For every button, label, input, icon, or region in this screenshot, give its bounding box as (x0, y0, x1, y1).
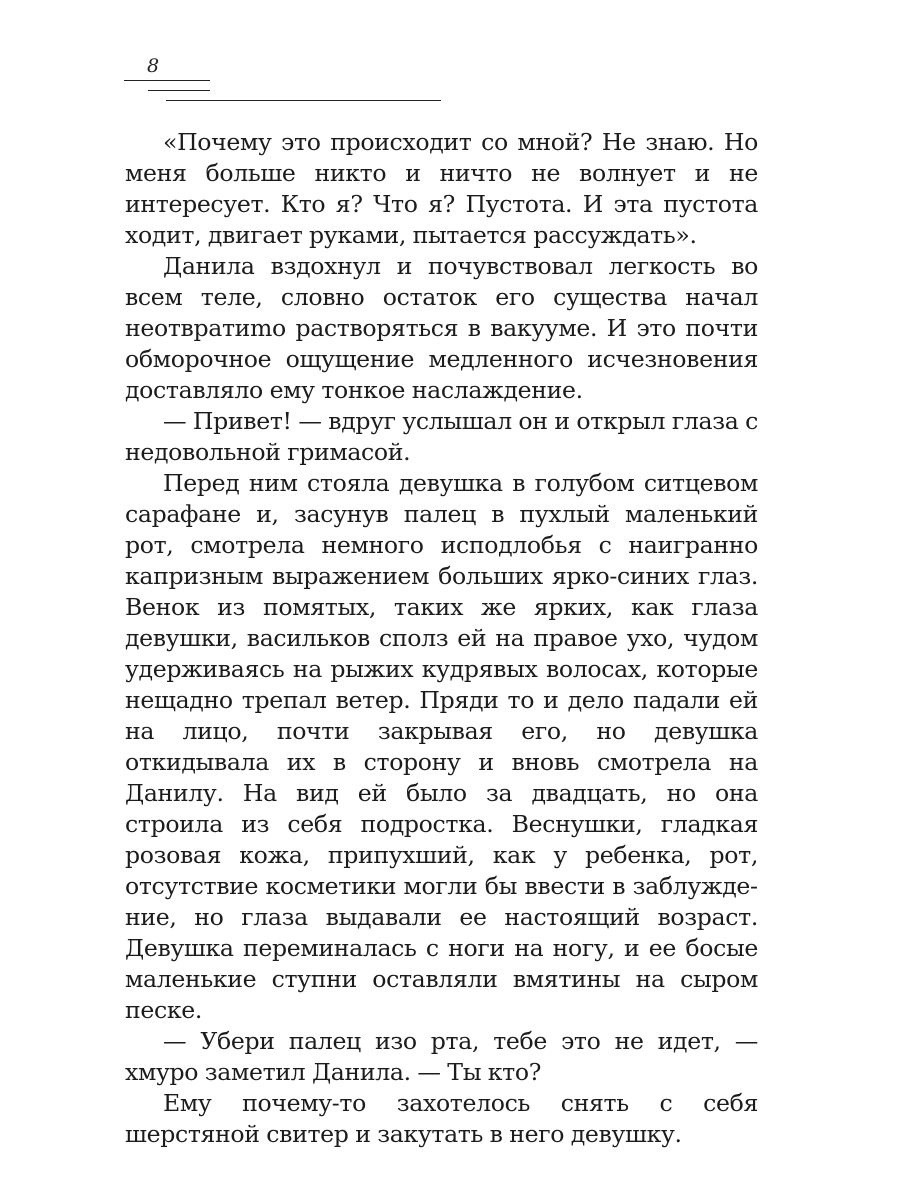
text-block (125, 127, 758, 1150)
page-number: 8 (147, 55, 160, 77)
header-rule-short (124, 80, 210, 81)
paragraph-girl-description: Перед ним стояла девушка в голубом ситцевом сарафане и, засунув палец в пухлый маленький рот, смотрела немного исподлобья с наигранно капризным выражением больших ярко-синих глаз. Венок из помятых, таких же ярких, как глаза девушки, васильков сполз ей на правое ухо, чудом удерживаясь на рыжих кудрявых волосах, которые нещадно трепал ветер. Пряди то и дело падали ей на лицо, почти закрывая его, но девушка откидывала их в сторону и вновь смотрела на Данилу. На вид ей было за двадцать, но она строила из себя подростка. Веснушки, гладкая розовая кожа, припухший, как у ребенка, рот, отсутствие косметики могли бы ввести в заблуждение, но глаза выдавали ее настоящий возраст. Девушка переминалась с ноги на ногу, и ее босые маленькие ступни оставляли вмятины на сыром песке. (125, 469, 758, 1024)
paragraph-sweater: Ему почему-то захотелось снять с себя шерстяной свитер и закутать в него девушку. (125, 1089, 758, 1148)
paragraph-greeting: — Привет! — вдруг услышал он и открыл глаза с недовольной гримасой. (125, 407, 758, 466)
header-rule-long (166, 100, 441, 101)
paragraph-inner-monologue: «Почему это происходит со мной? Не знаю. Но меня больше никто и ничто не волнует и не интересует. Кто я? Что я? Пустота. И эта пустота ходит, двигает руками, пытается рассуждать». (125, 128, 758, 249)
paragraph-danila-remark: — Убери палец изо рта, тебе это не идет, — хмуро заметил Данила. — Ты кто? (125, 1027, 758, 1086)
paragraph-sigh: Данила вздохнул и почувствовал легкость во всем теле, словно остаток его существа начал неотвратиmo растворяться в вакууме. И это почти обморочное ощущение медленного исчезновения доставляло ему тонкое наслаждение. (125, 252, 758, 404)
header-rule-shorter (148, 90, 210, 91)
